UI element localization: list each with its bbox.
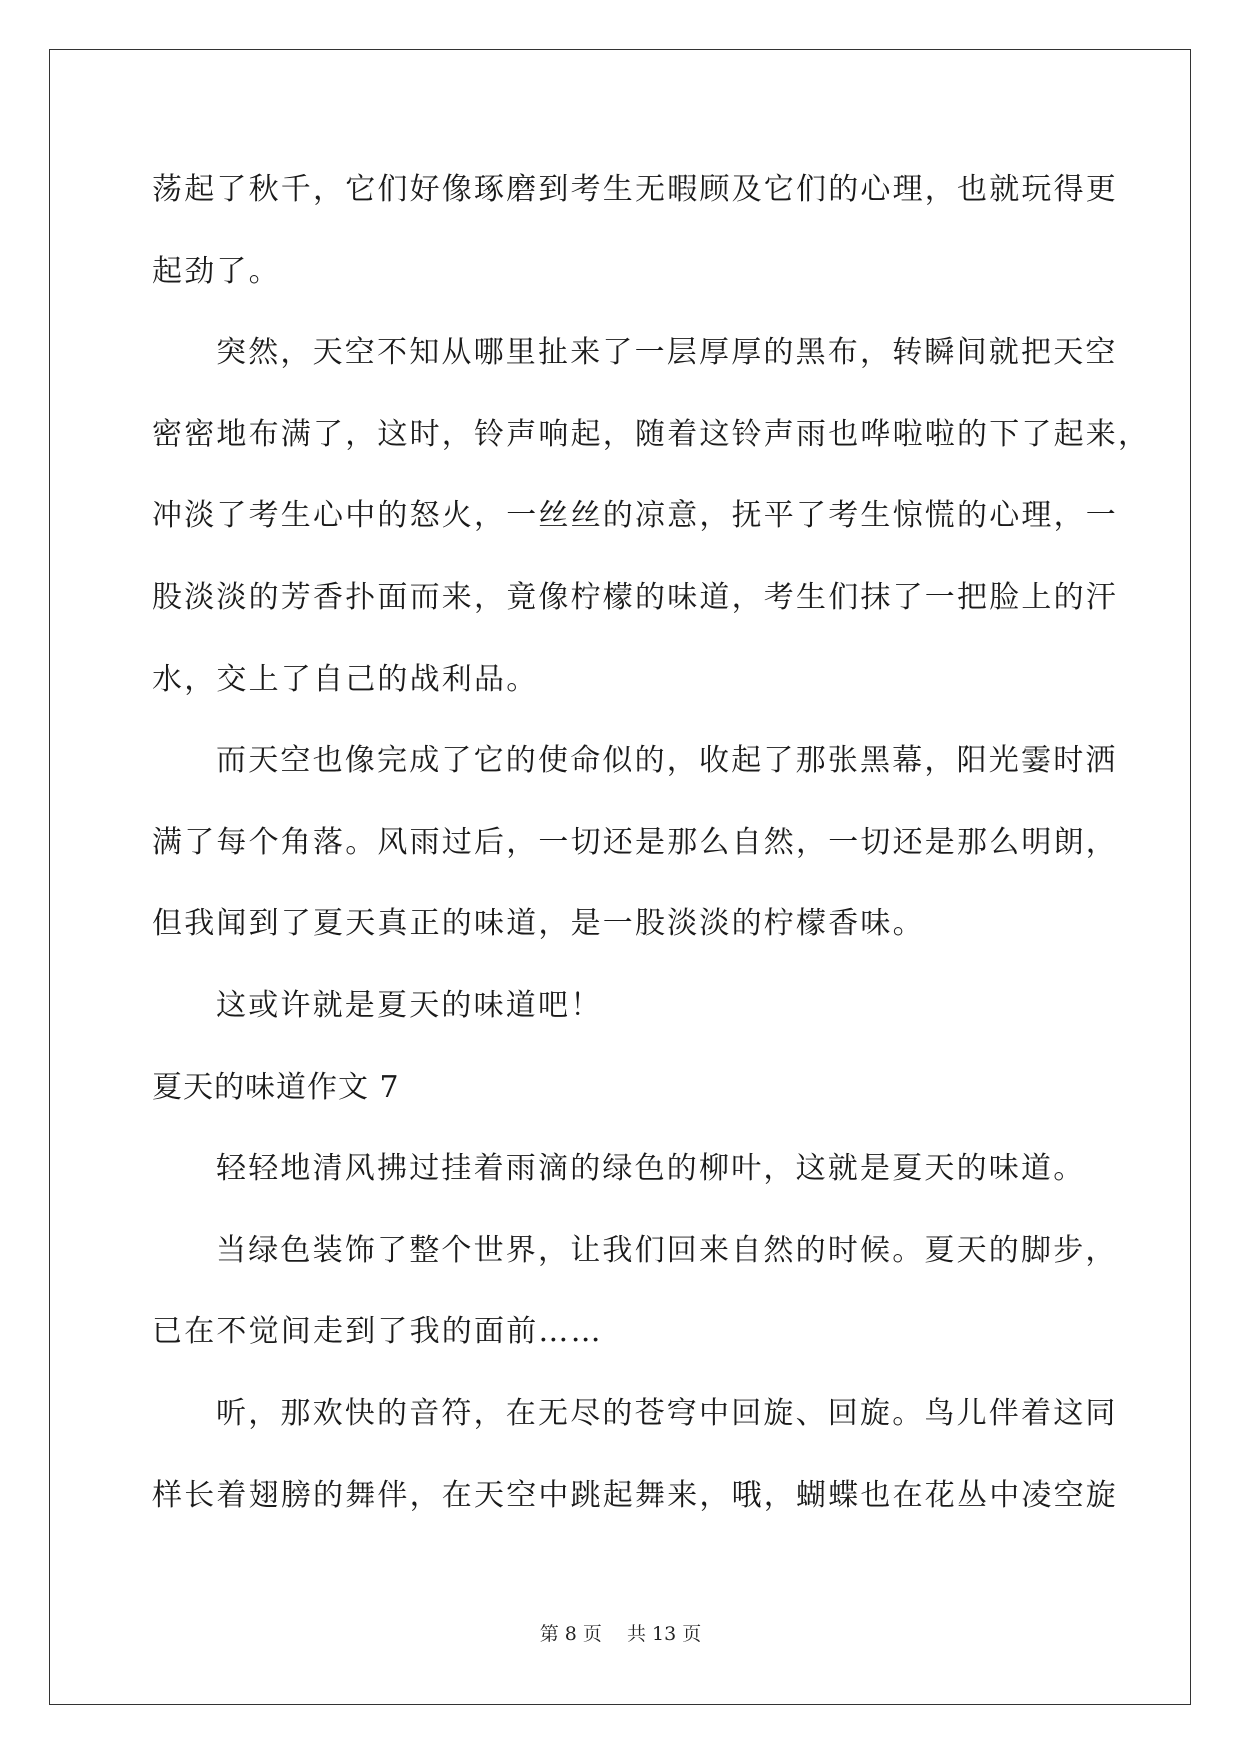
text-line: 满了每个角落。风雨过后，一切还是那么自然，一切还是那么明朗， xyxy=(152,824,1118,860)
text-line: 但我闻到了夏天真正的味道，是一股淡淡的柠檬香味。 xyxy=(152,906,925,942)
document-body xyxy=(152,160,1151,1547)
paragraph-start: 当绿色装饰了整个世界，让我们回来自然的时候。夏天的脚步， xyxy=(216,1232,1118,1268)
text-line: 已在不觉间走到了我的面前…… xyxy=(152,1314,603,1350)
paragraph-start: 这或许就是夏天的味道吧！ xyxy=(216,987,603,1023)
text-line: 样长着翅膀的舞伴，在天空中跳起舞来，哦，蝴蝶也在花丛中凌空旋 xyxy=(152,1477,1118,1513)
text-line: 密密地布满了，这时，铃声响起，随着这铃声雨也哗啦啦的下了起来， xyxy=(152,416,1151,452)
paragraph-start: 轻轻地清风拂过挂着雨滴的绿色的柳叶，这就是夏天的味道。 xyxy=(216,1151,1086,1187)
text-line: 股淡淡的芳香扑面而来，竟像柠檬的味道，考生们抹了一把脸上的汗 xyxy=(152,579,1118,615)
text-line: 水，交上了自己的战利品。 xyxy=(152,661,539,697)
paragraph-start: 听，那欢快的音符，在无尽的苍穹中回旋、回旋。鸟儿伴着这同 xyxy=(216,1395,1118,1431)
section-heading: 夏天的味道作文 7 xyxy=(152,1069,400,1105)
text-line: 冲淡了考生心中的怒火，一丝丝的凉意，抚平了考生惊慌的心理，一 xyxy=(152,498,1118,534)
text-line: 起劲了。 xyxy=(152,253,281,289)
paragraph-start: 而天空也像完成了它的使命似的，收起了那张黑幕，阳光霎时洒 xyxy=(216,743,1118,779)
text-line: 荡起了秋千，它们好像琢磨到考生无暇顾及它们的心理，也就玩得更 xyxy=(152,172,1118,207)
paragraph-start: 突然，天空不知从哪里扯来了一层厚厚的黑布，转瞬间就把天空 xyxy=(216,335,1118,371)
page-number: 第 8 页 共 13 页 xyxy=(539,1623,702,1645)
